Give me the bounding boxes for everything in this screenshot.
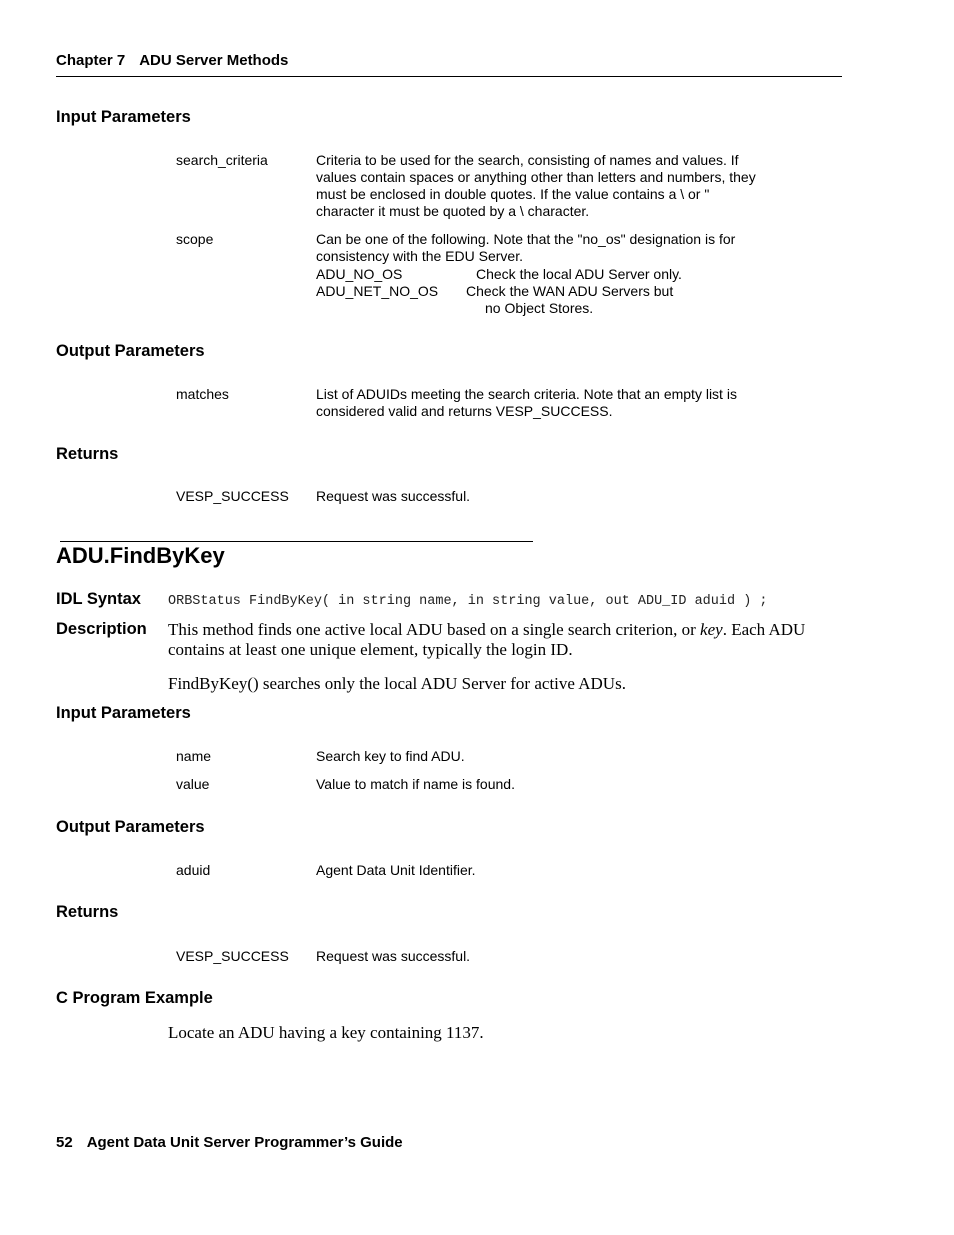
book-title: Agent Data Unit Server Programmer’s Guide	[86, 1134, 403, 1151]
param-desc-aduid: Agent Data Unit Identifier.	[316, 862, 476, 878]
scope-option-desc: Check the WAN ADU Servers but	[466, 283, 674, 299]
description-paragraph	[168, 620, 828, 660]
scope-option-name: ADU_NO_OS	[316, 266, 403, 282]
scope-option-desc: Check the local ADU Server only.	[476, 266, 682, 282]
output-parameters-heading: Output Parameters	[56, 818, 205, 836]
chapter-title: ADU Server Methods	[139, 52, 289, 69]
param-desc-search-criteria: Criteria to be used for the search, consisting of names and values. If values contain spaces or anything other than letters and numbers, they must be enclosed in double quotes. If the value contains a \ or " character it must be quoted by a \ character.	[316, 152, 756, 219]
page-number: 52	[56, 1134, 73, 1151]
description-text: . Each ADU contains at least one unique element, typically the login ID.	[168, 620, 806, 659]
c-program-example-text: Locate an ADU having a key containing 1137.	[168, 1023, 484, 1042]
section-rule	[60, 541, 533, 542]
param-name-value: value	[176, 776, 210, 792]
c-program-example-heading: C Program Example	[56, 989, 213, 1007]
idl-syntax-label: IDL Syntax	[56, 590, 141, 608]
idl-syntax-code: ORBStatus FindByKey( in string name, in string value, out ADU_ID aduid ) ;	[168, 594, 768, 609]
param-desc-scope: Can be one of the following. Note that the "no_os" designation is for consistency with the EDU Server.	[316, 231, 736, 264]
returns-heading: Returns	[56, 445, 119, 463]
scope-option-adu-net-no-os	[316, 283, 766, 300]
param-name-matches: matches	[176, 386, 229, 402]
return-desc: Request was successful.	[316, 948, 471, 964]
description-label: Description	[56, 620, 147, 638]
section-title: ADU.FindByKey	[56, 543, 225, 568]
return-code: VESP_SUCCESS	[176, 488, 289, 504]
chapter-number: Chapter 7	[56, 52, 126, 69]
scope-option-name: ADU_NET_NO_OS	[316, 283, 439, 299]
param-desc-value: Value to match if name is found.	[316, 776, 515, 792]
description-text: This method finds one active local ADU based on a single search criterion, or	[168, 620, 701, 639]
returns-heading: Returns	[56, 903, 119, 921]
param-desc-name: Search key to find ADU.	[316, 748, 465, 764]
return-desc: Request was successful.	[316, 488, 471, 504]
page-footer	[56, 1134, 403, 1151]
param-name-scope: scope	[176, 231, 214, 247]
return-code: VESP_SUCCESS	[176, 948, 289, 964]
input-parameters-heading: Input Parameters	[56, 108, 191, 126]
param-desc-matches: List of ADUIDs meeting the search criteria. Note that an empty list is considered valid and returns VESP_SUCCESS.	[316, 386, 737, 419]
description-key-term: key	[700, 620, 723, 639]
param-name-aduid: aduid	[176, 862, 211, 878]
param-name-search-criteria: search_criteria	[176, 152, 268, 168]
header-rule	[56, 76, 842, 77]
running-header	[56, 52, 288, 69]
output-parameters-heading: Output Parameters	[56, 342, 205, 360]
description-paragraph-2: FindByKey() searches only the local ADU Server for active ADUs.	[168, 674, 626, 693]
input-parameters-heading: Input Parameters	[56, 704, 191, 722]
scope-option-adu-no-os	[316, 266, 766, 283]
param-name-name: name	[176, 748, 212, 764]
scope-option-desc-continued: no Object Stores.	[485, 300, 594, 316]
